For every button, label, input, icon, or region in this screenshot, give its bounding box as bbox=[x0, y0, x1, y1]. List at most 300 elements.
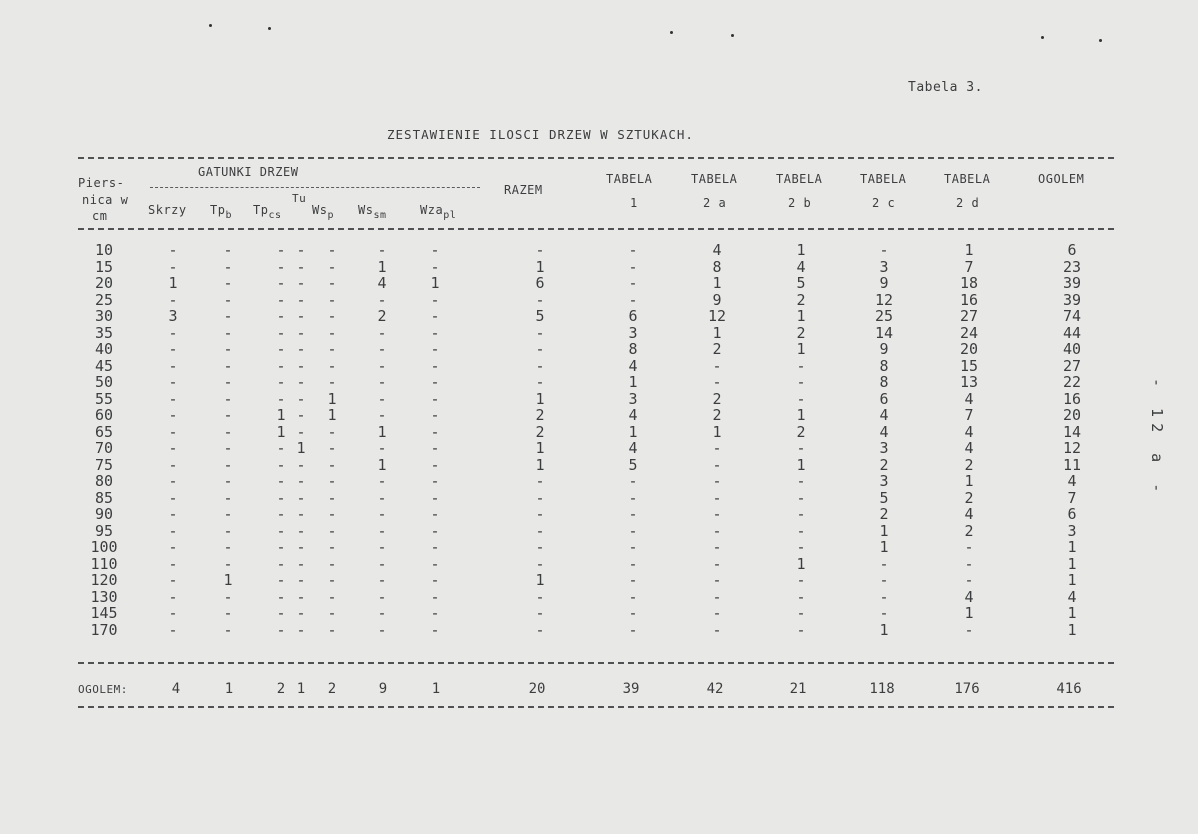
cell-wssm: - bbox=[377, 505, 387, 523]
cell-ogolem: 74 bbox=[1062, 307, 1082, 325]
cell-tabela-1: - bbox=[628, 290, 638, 309]
cell-piersnica: 70 bbox=[94, 439, 114, 457]
cell-ogolem: 7 bbox=[1067, 488, 1077, 507]
cell-tabela-2b: - bbox=[796, 587, 806, 606]
cell-skrzy: - bbox=[168, 241, 178, 259]
cell-skrzy: - bbox=[168, 455, 178, 474]
cell-piersnica: 65 bbox=[94, 422, 114, 441]
cell-tabela-2a: - bbox=[712, 554, 722, 573]
cell-tabela-2a: 2 bbox=[712, 340, 722, 358]
cell-tabela-2d: 4 bbox=[964, 389, 974, 408]
cell-ogolem: 39 bbox=[1062, 290, 1082, 309]
cell-ogolem: 1 bbox=[1067, 538, 1077, 556]
scan-speck bbox=[1099, 39, 1102, 42]
cell-wzapl: - bbox=[430, 538, 440, 556]
cell-tabela-2c: - bbox=[879, 554, 889, 573]
cell-skrzy: - bbox=[168, 422, 178, 441]
total-tu: 1 bbox=[296, 681, 306, 697]
cell-tabela-2c: 25 bbox=[874, 307, 894, 325]
cell-skrzy: - bbox=[168, 488, 178, 507]
cell-tabela-2b: - bbox=[796, 356, 806, 375]
cell-piersnica: 35 bbox=[94, 323, 114, 342]
header-wssm: $Ws_{sm}$ bbox=[358, 203, 387, 221]
cell-tabela-1: - bbox=[628, 257, 638, 276]
cell-razem: 2 bbox=[535, 406, 545, 424]
header-wzapl: Wza$_{pl}$ bbox=[420, 203, 457, 221]
cell-tabela-1: - bbox=[628, 521, 638, 540]
cell-tabela-2a: - bbox=[712, 620, 722, 639]
cell-tabela-1: - bbox=[628, 274, 638, 292]
cell-tabela-2d: - bbox=[964, 554, 974, 573]
cell-tabela-2d: 20 bbox=[959, 340, 979, 358]
cell-tabela-2c: 2 bbox=[879, 505, 889, 523]
cell-piersnica: 55 bbox=[94, 389, 114, 408]
cell-tpcs: - bbox=[276, 389, 286, 408]
cell-ogolem: 4 bbox=[1067, 587, 1077, 606]
cell-skrzy: - bbox=[168, 505, 178, 523]
cell-tpb: - bbox=[223, 389, 233, 408]
cell-razem: 1 bbox=[535, 455, 545, 474]
cell-tpcs: - bbox=[276, 488, 286, 507]
cell-wssm: - bbox=[377, 323, 387, 342]
cell-tabela-1: 4 bbox=[628, 356, 638, 375]
cell-wssm: - bbox=[377, 472, 387, 490]
cell-wssm: 2 bbox=[377, 307, 387, 325]
cell-tpb: - bbox=[223, 455, 233, 474]
cell-tpcs: 1 bbox=[276, 422, 286, 441]
header-tu: Tu bbox=[292, 192, 307, 205]
cell-tabela-1: - bbox=[628, 587, 638, 606]
cell-ogolem: 22 bbox=[1062, 373, 1082, 391]
cell-tabela-2c: 9 bbox=[879, 274, 889, 292]
cell-tu: - bbox=[296, 521, 306, 540]
cell-skrzy: - bbox=[168, 257, 178, 276]
cell-razem: - bbox=[535, 587, 545, 606]
cell-tpcs: - bbox=[276, 340, 286, 358]
cell-piersnica: 170 bbox=[90, 620, 118, 639]
cell-tabela-1: 5 bbox=[628, 455, 638, 474]
cell-tpcs: - bbox=[276, 356, 286, 375]
cell-ogolem: 3 bbox=[1067, 521, 1077, 540]
cell-tu: - bbox=[296, 587, 306, 606]
total-tabela-2b: 21 bbox=[789, 681, 807, 697]
cell-tabela-2b: 1 bbox=[796, 307, 806, 325]
cell-tabela-1: 4 bbox=[628, 439, 638, 457]
cell-tpcs: - bbox=[276, 241, 286, 259]
cell-tpb: - bbox=[223, 257, 233, 276]
cell-ogolem: 1 bbox=[1067, 604, 1077, 622]
cell-tpb: - bbox=[223, 422, 233, 441]
cell-tabela-2b: 2 bbox=[796, 290, 806, 309]
cell-tpb: - bbox=[223, 472, 233, 490]
header-tabela-1: TABELA bbox=[606, 172, 653, 186]
cell-wzapl: - bbox=[430, 340, 440, 358]
cell-skrzy: - bbox=[168, 604, 178, 622]
cell-tpcs: - bbox=[276, 455, 286, 474]
cell-wsp: - bbox=[327, 274, 337, 292]
cell-tabela-2d: - bbox=[964, 620, 974, 639]
cell-tu: - bbox=[296, 488, 306, 507]
cell-piersnica: 90 bbox=[94, 505, 114, 523]
scan-speck bbox=[731, 34, 734, 37]
total-skrzy: 4 bbox=[171, 681, 181, 697]
cell-tabela-2a: 2 bbox=[712, 406, 722, 424]
cell-wsp: - bbox=[327, 488, 337, 507]
cell-piersnica: 80 bbox=[94, 472, 114, 490]
cell-tabela-2a: - bbox=[712, 538, 722, 556]
cell-skrzy: - bbox=[168, 323, 178, 342]
cell-skrzy: - bbox=[168, 290, 178, 309]
cell-piersnica: 60 bbox=[94, 406, 114, 424]
scan-speck bbox=[1041, 36, 1044, 39]
header-razem: RAZEM bbox=[504, 183, 543, 197]
total-tpcs: 2 bbox=[276, 681, 286, 697]
cell-skrzy: - bbox=[168, 538, 178, 556]
cell-tpcs: - bbox=[276, 439, 286, 457]
cell-tabela-2d: 1 bbox=[964, 241, 974, 259]
cell-tu: - bbox=[296, 241, 306, 259]
cell-tpb: - bbox=[223, 356, 233, 375]
cell-tabela-2b: - bbox=[796, 571, 806, 589]
cell-tabela-2c: 5 bbox=[879, 488, 889, 507]
cell-wzapl: - bbox=[430, 241, 440, 259]
cell-wssm: - bbox=[377, 439, 387, 457]
cell-wzapl: - bbox=[430, 587, 440, 606]
cell-wzapl: - bbox=[430, 323, 440, 342]
header-piersnica-3: cm bbox=[92, 209, 108, 223]
cell-tpcs: - bbox=[276, 587, 286, 606]
cell-piersnica: 45 bbox=[94, 356, 114, 375]
cell-wsp: - bbox=[327, 373, 337, 391]
cell-wsp: - bbox=[327, 340, 337, 358]
scan-speck bbox=[670, 31, 673, 34]
cell-tabela-2c: 8 bbox=[879, 356, 889, 375]
cell-wsp: - bbox=[327, 505, 337, 523]
header-ogolem: OGOLEM bbox=[1038, 172, 1085, 186]
cell-tabela-2b: 1 bbox=[796, 340, 806, 358]
total-wsp: 2 bbox=[327, 681, 337, 697]
cell-tabela-1: 6 bbox=[628, 307, 638, 325]
cell-tu: - bbox=[296, 455, 306, 474]
cell-tabela-1: - bbox=[628, 620, 638, 639]
cell-tabela-2d: 18 bbox=[959, 274, 979, 292]
cell-tu: - bbox=[296, 274, 306, 292]
cell-tabela-2c: 8 bbox=[879, 373, 889, 391]
cell-tu: - bbox=[296, 323, 306, 342]
cell-wsp: - bbox=[327, 422, 337, 441]
cell-tpb: - bbox=[223, 406, 233, 424]
cell-tabela-2a: 8 bbox=[712, 257, 722, 276]
cell-tabela-2d: 2 bbox=[964, 455, 974, 474]
cell-tpcs: 1 bbox=[276, 406, 286, 424]
cell-tabela-2a: - bbox=[712, 356, 722, 375]
cell-tabela-2d: 15 bbox=[959, 356, 979, 375]
cell-razem: - bbox=[535, 604, 545, 622]
cell-tu: - bbox=[296, 571, 306, 589]
table-number-label: Tabela 3. bbox=[908, 80, 983, 95]
cell-piersnica: 120 bbox=[90, 571, 118, 589]
cell-razem: - bbox=[535, 488, 545, 507]
cell-ogolem: 12 bbox=[1062, 439, 1082, 457]
cell-skrzy: - bbox=[168, 356, 178, 375]
cell-razem: - bbox=[535, 620, 545, 639]
cell-tabela-2d: 4 bbox=[964, 422, 974, 441]
cell-wsp: - bbox=[327, 587, 337, 606]
cell-razem: 5 bbox=[535, 307, 545, 325]
cell-skrzy: - bbox=[168, 620, 178, 639]
cell-ogolem: 4 bbox=[1067, 472, 1077, 490]
cell-ogolem: 27 bbox=[1062, 356, 1082, 375]
cell-wssm: - bbox=[377, 620, 387, 639]
cell-tabela-2d: 13 bbox=[959, 373, 979, 391]
cell-tabela-2c: - bbox=[879, 241, 889, 259]
cell-tu: - bbox=[296, 422, 306, 441]
cell-tpb: - bbox=[223, 373, 233, 391]
cell-wsp: - bbox=[327, 538, 337, 556]
cell-wssm: - bbox=[377, 587, 387, 606]
cell-razem: 1 bbox=[535, 389, 545, 408]
cell-tabela-1: 3 bbox=[628, 323, 638, 342]
body-bottom-rule bbox=[78, 662, 1114, 664]
total-razem: 20 bbox=[528, 681, 546, 697]
cell-tabela-1: - bbox=[628, 571, 638, 589]
cell-ogolem: 14 bbox=[1062, 422, 1082, 441]
total-wzapl: 1 bbox=[431, 681, 441, 697]
cell-tabela-2c: 6 bbox=[879, 389, 889, 408]
cell-skrzy: - bbox=[168, 521, 178, 540]
cell-wssm: 1 bbox=[377, 422, 387, 441]
cell-tabela-1: - bbox=[628, 505, 638, 523]
document-title: ZESTAWIENIE ILOSCI DRZEW W SZTUKACH. bbox=[387, 127, 694, 142]
cell-razem: 6 bbox=[535, 274, 545, 292]
cell-wssm: - bbox=[377, 406, 387, 424]
header-gatunki-drzew: GATUNKI DRZEW bbox=[198, 165, 299, 179]
cell-wzapl: - bbox=[430, 356, 440, 375]
cell-wzapl: - bbox=[430, 455, 440, 474]
total-tabela-2c: 118 bbox=[869, 681, 895, 697]
cell-tabela-2d: 4 bbox=[964, 439, 974, 457]
cell-wssm: - bbox=[377, 521, 387, 540]
cell-wssm: - bbox=[377, 340, 387, 358]
cell-wzapl: 1 bbox=[430, 274, 440, 292]
cell-razem: 1 bbox=[535, 571, 545, 589]
cell-wsp: - bbox=[327, 521, 337, 540]
cell-piersnica: 30 bbox=[94, 307, 114, 325]
cell-tabela-2d: - bbox=[964, 571, 974, 589]
cell-tu: - bbox=[296, 620, 306, 639]
cell-wzapl: - bbox=[430, 521, 440, 540]
cell-razem: - bbox=[535, 472, 545, 490]
cell-tabela-2b: - bbox=[796, 620, 806, 639]
cell-tabela-2d: 2 bbox=[964, 521, 974, 540]
cell-ogolem: 1 bbox=[1067, 620, 1077, 639]
cell-tpcs: - bbox=[276, 307, 286, 325]
cell-tabela-2c: - bbox=[879, 587, 889, 606]
cell-tpb: - bbox=[223, 620, 233, 639]
header-tabela-1-num: 1 bbox=[630, 196, 638, 210]
cell-piersnica: 10 bbox=[94, 241, 114, 259]
cell-wsp: - bbox=[327, 307, 337, 325]
total-tabela-2a: 42 bbox=[706, 681, 724, 697]
cell-tabela-2b: - bbox=[796, 521, 806, 540]
cell-wssm: 1 bbox=[377, 257, 387, 276]
header-tpcs: $Tp_{cs}$ bbox=[253, 203, 282, 221]
cell-skrzy: - bbox=[168, 571, 178, 589]
cell-razem: - bbox=[535, 241, 545, 259]
cell-tabela-2d: - bbox=[964, 538, 974, 556]
species-header-rule bbox=[150, 187, 480, 188]
cell-tabela-2d: 1 bbox=[964, 472, 974, 490]
cell-tabela-2c: 4 bbox=[879, 422, 889, 441]
cell-tabela-2c: 14 bbox=[874, 323, 894, 342]
cell-wssm: - bbox=[377, 604, 387, 622]
cell-razem: 1 bbox=[535, 439, 545, 457]
cell-razem: - bbox=[535, 340, 545, 358]
cell-wzapl: - bbox=[430, 620, 440, 639]
cell-tpcs: - bbox=[276, 505, 286, 523]
cell-tabela-2d: 4 bbox=[964, 587, 974, 606]
cell-tpcs: - bbox=[276, 604, 286, 622]
cell-tabela-2c: - bbox=[879, 604, 889, 622]
scan-speck bbox=[209, 24, 212, 27]
cell-tabela-2b: - bbox=[796, 488, 806, 507]
cell-ogolem: 1 bbox=[1067, 554, 1077, 573]
cell-wsp: - bbox=[327, 356, 337, 375]
cell-skrzy: - bbox=[168, 472, 178, 490]
cell-wzapl: - bbox=[430, 488, 440, 507]
cell-tpb: - bbox=[223, 587, 233, 606]
cell-tabela-2a: 9 bbox=[712, 290, 722, 309]
cell-tpb: - bbox=[223, 290, 233, 309]
cell-tabela-2a: - bbox=[712, 521, 722, 540]
cell-piersnica: 110 bbox=[90, 554, 118, 573]
header-bottom-rule bbox=[78, 228, 1114, 230]
cell-piersnica: 145 bbox=[90, 604, 118, 622]
cell-tu: - bbox=[296, 505, 306, 523]
header-piersnica-1: Piers- bbox=[78, 176, 125, 190]
header-wsp: $Ws_p$ bbox=[312, 203, 334, 221]
header-tabela-2a: TABELA bbox=[691, 172, 738, 186]
cell-tabela-1: 8 bbox=[628, 340, 638, 358]
cell-razem: - bbox=[535, 538, 545, 556]
cell-tu: - bbox=[296, 290, 306, 309]
cell-tpcs: - bbox=[276, 274, 286, 292]
cell-wzapl: - bbox=[430, 554, 440, 573]
totals-label: OGOLEM: bbox=[78, 683, 128, 696]
cell-tabela-2c: - bbox=[879, 571, 889, 589]
cell-tabela-1: 1 bbox=[628, 373, 638, 391]
cell-skrzy: 3 bbox=[168, 307, 178, 325]
cell-wssm: - bbox=[377, 389, 387, 408]
cell-tu: - bbox=[296, 257, 306, 276]
cell-tpb: - bbox=[223, 538, 233, 556]
cell-tabela-2a: - bbox=[712, 472, 722, 490]
cell-tabela-2b: 2 bbox=[796, 422, 806, 441]
cell-wzapl: - bbox=[430, 389, 440, 408]
cell-tabela-2c: 9 bbox=[879, 340, 889, 358]
cell-tabela-1: - bbox=[628, 241, 638, 259]
cell-razem: 1 bbox=[535, 257, 545, 276]
cell-wsp: - bbox=[327, 620, 337, 639]
cell-tabela-2c: 4 bbox=[879, 406, 889, 424]
cell-tu: 1 bbox=[296, 439, 306, 457]
cell-wsp: 1 bbox=[327, 406, 337, 424]
cell-skrzy: - bbox=[168, 373, 178, 391]
cell-wssm: - bbox=[377, 290, 387, 309]
cell-tpcs: - bbox=[276, 257, 286, 276]
cell-wzapl: - bbox=[430, 307, 440, 325]
total-ogolem: 416 bbox=[1056, 681, 1082, 697]
cell-wsp: - bbox=[327, 472, 337, 490]
cell-piersnica: 85 bbox=[94, 488, 114, 507]
cell-piersnica: 50 bbox=[94, 373, 114, 391]
cell-razem: - bbox=[535, 554, 545, 573]
cell-ogolem: 40 bbox=[1062, 340, 1082, 358]
cell-tpcs: - bbox=[276, 373, 286, 391]
cell-tabela-1: - bbox=[628, 554, 638, 573]
cell-skrzy: - bbox=[168, 406, 178, 424]
cell-wzapl: - bbox=[430, 422, 440, 441]
cell-tpcs: - bbox=[276, 620, 286, 639]
cell-tabela-2b: 5 bbox=[796, 274, 806, 292]
cell-tabela-2b: 2 bbox=[796, 323, 806, 342]
cell-tabela-2d: 7 bbox=[964, 257, 974, 276]
cell-tabela-2a: - bbox=[712, 373, 722, 391]
cell-piersnica: 40 bbox=[94, 340, 114, 358]
header-tabela-2d: TABELA bbox=[944, 172, 991, 186]
cell-tu: - bbox=[296, 373, 306, 391]
cell-tabela-2c: 1 bbox=[879, 521, 889, 540]
cell-tabela-2b: - bbox=[796, 472, 806, 490]
cell-tabela-2a: - bbox=[712, 587, 722, 606]
scan-speck bbox=[268, 27, 271, 30]
cell-wssm: - bbox=[377, 571, 387, 589]
cell-tabela-2a: 4 bbox=[712, 241, 722, 259]
cell-tabela-2d: 24 bbox=[959, 323, 979, 342]
cell-piersnica: 75 bbox=[94, 455, 114, 474]
header-tpb: $Tp_b$ bbox=[210, 203, 232, 221]
cell-tu: - bbox=[296, 340, 306, 358]
cell-tpb: - bbox=[223, 505, 233, 523]
cell-wzapl: - bbox=[430, 472, 440, 490]
cell-razem: - bbox=[535, 323, 545, 342]
cell-tabela-2a: 2 bbox=[712, 389, 722, 408]
cell-tpcs: - bbox=[276, 472, 286, 490]
cell-wssm: - bbox=[377, 373, 387, 391]
cell-ogolem: 6 bbox=[1067, 241, 1077, 259]
cell-wssm: 4 bbox=[377, 274, 387, 292]
cell-razem: - bbox=[535, 356, 545, 375]
header-skrzy: Skrzy bbox=[148, 203, 187, 217]
cell-tu: - bbox=[296, 604, 306, 622]
cell-tpb: - bbox=[223, 439, 233, 457]
total-tabela-2d: 176 bbox=[954, 681, 980, 697]
cell-wsp: - bbox=[327, 290, 337, 309]
total-wssm: 9 bbox=[378, 681, 388, 697]
cell-razem: - bbox=[535, 505, 545, 523]
cell-tabela-2a: - bbox=[712, 571, 722, 589]
cell-tabela-2c: 3 bbox=[879, 439, 889, 457]
cell-tabela-2d: 7 bbox=[964, 406, 974, 424]
cell-skrzy: - bbox=[168, 439, 178, 457]
cell-piersnica: 130 bbox=[90, 587, 118, 606]
totals-bottom-rule bbox=[78, 706, 1114, 708]
cell-wzapl: - bbox=[430, 505, 440, 523]
cell-tabela-2c: 1 bbox=[879, 538, 889, 556]
cell-wsp: 1 bbox=[327, 389, 337, 408]
cell-wsp: - bbox=[327, 604, 337, 622]
cell-wzapl: - bbox=[430, 439, 440, 457]
